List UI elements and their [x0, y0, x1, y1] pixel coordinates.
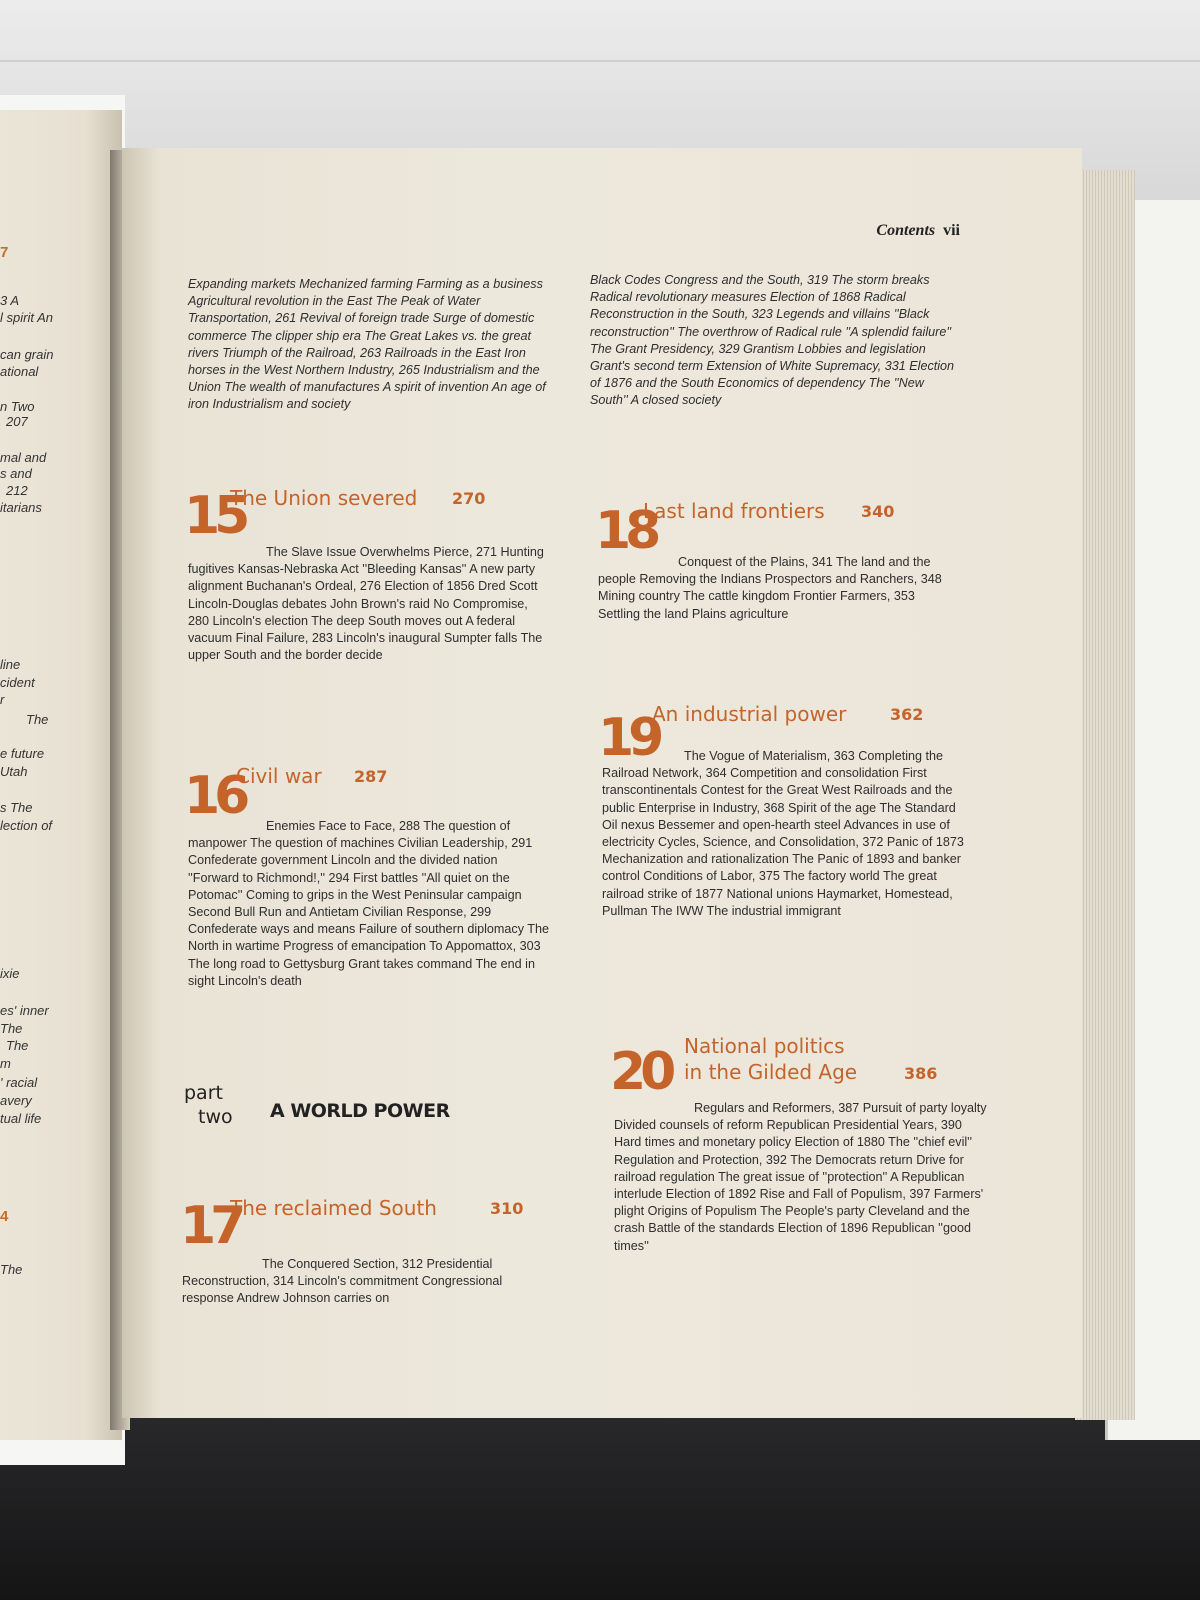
chapter-number: 19 — [598, 708, 659, 768]
left-fragment: avery — [0, 1093, 32, 1108]
chapter-page: 386 — [904, 1064, 938, 1083]
chapter-title-line2: in the Gilded Age — [684, 1060, 858, 1084]
chapter-title: An industrial power — [652, 702, 847, 726]
left-fragment: The — [26, 712, 49, 727]
chapter-19-summary — [602, 748, 974, 920]
left-fragment: 3 A — [0, 293, 20, 308]
continued-entries-left — [188, 276, 550, 414]
left-fragment: s The — [0, 800, 33, 815]
chapter-18-summary — [598, 554, 960, 623]
summary-text: The Vogue of Materialism, 363 Completing the Railroad Network, 364 Competition and consolidation First transcontinentals Contest for the Great West Railroads and the public Enterprise in Industry, 368 Spirit of the age The Standard Oil nexus Bessemer and open-hearth steel Advances in use of electricity Cycles, Science, and Consolidation, 372 Panic of 1873 Mechanization and rationalization The Panic of 1893 and banker control Conditions of Labor, 375 The factory world The great railroad strike of 1877 National unions Haymarket, Homestead, Pullman The IWW The industrial immigrant — [602, 749, 964, 918]
page-header — [876, 222, 960, 240]
continued-entries-right — [590, 272, 955, 410]
table-surface — [0, 1400, 1200, 1600]
left-fragment: r — [0, 692, 5, 707]
left-fragment: lection of — [0, 818, 53, 833]
chapter-title: Civil war — [236, 764, 322, 788]
chapter-number: 17 — [180, 1196, 241, 1256]
chapter-page: 287 — [354, 767, 388, 786]
left-fragment: line — [0, 657, 21, 672]
left-fragment: s and — [0, 466, 32, 481]
left-fragment: ational — [0, 364, 39, 379]
left-fragment: 212 — [6, 483, 28, 498]
chapter-title-line1: National politics — [684, 1034, 845, 1058]
entries-text: Expanding markets Mechanized farming Farming as a business Agricultural revolution in the East The Peak of Water Transportation, 261 Revival of foreign trade Surge of domestic commerce The clipper ship era The Great Lakes vs. the great rivers Triumph of the Railroad, 263 Railroads in the East Iron horses in the West Northern Industry, 265 Industrialism and the Union The wealth of manufactures A spirit of invention An age of iron Industrialism and society — [188, 277, 546, 412]
left-fragment: 7 — [0, 244, 9, 261]
summary-text: Regulars and Reformers, 387 Pursuit of party loyalty Divided counsels of reform Republican Presidential Years, 390 Hard times and monetary policy Election of 1880 The ''chief evil'' Regulation and Protection, 392 The Democrats return Drive for railroad regulation The great issue of ''protection'' A Republican interlude Election of 1892 Rise and Fall of Populism, 397 Farmers' plight Origins of Populism The People's party Cleveland and the crash Battle of the standards Election of 1896 Republican ''good times'' — [614, 1101, 987, 1253]
part-label-line2: two — [198, 1106, 233, 1128]
left-fragment: can grain — [0, 347, 54, 362]
left-fragment: itarians — [0, 500, 42, 515]
chapter-17-summary — [182, 1256, 550, 1308]
chapter-number: 20 — [610, 1042, 671, 1102]
left-fragment: ixie — [0, 966, 20, 981]
chapter-number: 18 — [595, 501, 656, 561]
left-fragment: n Two — [0, 399, 35, 414]
chapter-page: 362 — [890, 705, 924, 724]
book-page-edges — [1075, 170, 1135, 1420]
chapter-15-summary — [188, 544, 550, 664]
summary-text: Conquest of the Plains, 341 The land and the people Removing the Indians Prospectors and Ranchers, 348 Mining country The cattle kingdom Frontier Farmers, 353 Settling the land Plains agriculture — [598, 555, 942, 621]
left-fragment: The — [0, 1262, 23, 1277]
header-page-number: vii — [943, 222, 960, 239]
chapter-title: Last land frontiers — [643, 499, 825, 523]
summary-text: Enemies Face to Face, 288 The question of manpower The question of machines Civilian Leadership, 291 Confederate government Lincoln and the divided nation ''Forward to Richmond!,'' 294 First battles ''All quiet on the Potomac'' Coming to grips in the West Peninsular campaign Second Bull Run and Antietam Civilian Response, 299 Confederate ways and means Failure of southern diplomacy The North in wartime Progress of emancipation To Appomattox, 303 The long road to Gettysburg Grant takes command The end in sight Lincoln's death — [188, 819, 549, 988]
left-page — [0, 110, 122, 1440]
chapter-title: The reclaimed South — [230, 1196, 437, 1220]
header-title: Contents — [876, 222, 936, 239]
part-label-line1: part — [184, 1082, 223, 1104]
wall-seam — [0, 60, 1200, 62]
chapter-page: 340 — [861, 502, 895, 521]
left-fragment: 4 — [0, 1208, 9, 1225]
left-fragment: The — [6, 1038, 29, 1053]
left-fragment: 207 — [6, 414, 28, 429]
summary-text: The Slave Issue Overwhelms Pierce, 271 Hunting fugitives Kansas-Nebraska Act ''Bleeding Kansas'' A new party alignment Buchanan's Ordeal, 276 Election of 1856 Dred Scott Lincoln-Douglas debates John Brown's raid No Compromise, 280 Lincoln's election The deep South moves out A federal vacuum Final Failure, 283 Lincoln's inaugural Sumpter falls The upper South and the border decide — [188, 545, 544, 663]
left-fragment: ' racial — [0, 1075, 38, 1090]
chapter-title: The Union severed — [230, 486, 418, 510]
left-fragment: m — [0, 1056, 11, 1071]
part-title: A WORLD POWER — [270, 1100, 450, 1122]
left-fragment: tual life — [0, 1111, 42, 1126]
summary-text: The Conquered Section, 312 Presidential Reconstruction, 314 Lincoln's commitment Congressional response Andrew Johnson carries on — [182, 1257, 503, 1306]
left-fragment: cident — [0, 675, 35, 690]
left-fragment: mal and — [0, 450, 47, 465]
chapter-number: 16 — [184, 766, 245, 826]
chapter-page: 270 — [452, 489, 486, 508]
chapter-16-summary — [188, 818, 550, 990]
left-fragment: Utah — [0, 764, 28, 779]
chapter-20-summary — [614, 1100, 988, 1255]
chapter-number: 15 — [184, 486, 245, 546]
entries-text: Black Codes Congress and the South, 319 The storm breaks Radical revolutionary measures Election of 1868 Radical Reconstruction in the South, 323 Legends and villains ''Black reconstruction'' The overthrow of Radical rule ''A splendid failure'' The Grant Presidency, 329 Grantism Lobbies and legislation Grant's second term Extension of White Supremacy, 331 Election of 1876 and the South Economics of dependency The ''New South'' A closed society — [590, 273, 955, 408]
left-fragment: l spirit An — [0, 310, 53, 325]
left-fragment: The — [0, 1021, 23, 1036]
chapter-page: 310 — [490, 1199, 524, 1218]
left-fragment: e future — [0, 746, 45, 761]
left-fragment: es' inner — [0, 1003, 49, 1018]
